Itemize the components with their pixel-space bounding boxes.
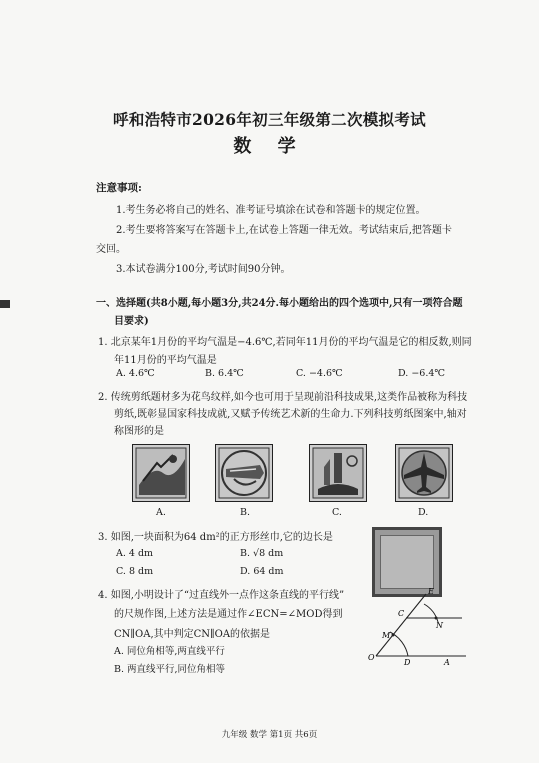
question-2-line: 2. 传统剪纸题材多为花鸟纹样,如今也可用于呈现前沿科技成果,这类作品被称为科技 [98, 392, 468, 403]
point-d-label: D [404, 658, 411, 667]
q4-option-b: B. 两直线平行,同位角相等 [114, 664, 226, 675]
papercut-image-a [132, 444, 190, 502]
notice-heading: 注意事项: [96, 182, 142, 194]
papercut-image-b [215, 444, 273, 502]
point-o-label: O [368, 653, 375, 662]
question-4-line: 4. 如图,小明设计了“过直线外一点作这条直线的平行线” [98, 590, 345, 601]
image-label-a: A. [156, 507, 166, 518]
point-n-label: N [436, 621, 443, 630]
binding-mark [0, 300, 10, 308]
page-footer: 九年级 数学 第1页 共6页 [221, 730, 318, 740]
notice-item: 3.本试卷满分100分,考试时间90分钟。 [116, 264, 291, 275]
q1-option-d: D. −6.4℃ [398, 368, 446, 379]
section-heading-cont: 目要求) [114, 316, 149, 327]
q1-option-c: C. −4.6℃ [296, 368, 343, 379]
point-a-label: A [444, 658, 450, 667]
papercut-image-c [309, 444, 367, 502]
point-m-label: M [382, 631, 391, 640]
q3-option-c: C. 8 dm [116, 566, 154, 577]
image-label-d: D. [418, 507, 429, 518]
question-1-line: 年11月份的平均气温是 [114, 355, 217, 366]
image-label-c: C. [332, 507, 342, 518]
question-4-line: CN∥OA,其中判定CN∥OA的依据是 [114, 629, 271, 640]
notice-item: 2.考生要将答案写在答题卡上,在试卷上答题一律无效。考试结束后,把答题卡 [116, 225, 452, 236]
q3-option-b: B. √8 dm [240, 548, 284, 559]
compass-construction-figure [362, 582, 470, 668]
q3-option-a: A. 4 dm [116, 548, 154, 559]
point-c-label: C [398, 609, 405, 618]
q1-option-b: B. 6.4℃ [205, 368, 244, 379]
question-3-line: 3. 如图,一块面积为64 dm²的正方形丝巾,它的边长是 [98, 532, 333, 543]
question-2-line: 称图形的是 [114, 426, 164, 437]
question-2-line: 剪纸,既彰显国家科技成就,又赋予传统艺术新的生命力.下列科技剪纸图案中,轴对 [114, 409, 467, 420]
q1-option-a: A. 4.6℃ [116, 368, 155, 379]
section-heading: 一、选择题(共8小题,每小题3分,共24分.每小题给出的四个选项中,只有一项符合题 [96, 298, 463, 309]
exam-title: 呼和浩特市2026年初三年级第二次模拟考试 [113, 110, 426, 129]
papercut-image-d [395, 444, 453, 502]
notice-item: 交回。 [96, 244, 126, 255]
question-1-line: 1. 北京某年1月份的平均气温是−4.6℃,若同年11月份的平均气温是它的相反数,则同 [98, 337, 472, 348]
q4-option-a: A. 同位角相等,两直线平行 [114, 646, 225, 657]
point-e-label: E [428, 587, 434, 596]
q3-option-d: D. 64 dm [240, 566, 284, 577]
notice-item: 1.考生务必将自己的姓名、准考证号填涂在试卷和答题卡的规定位置。 [116, 205, 426, 216]
image-label-b: B. [240, 507, 251, 518]
subject-title: 数 学 [233, 136, 306, 157]
question-4-line: 的尺规作图,上述方法是通过作∠ECN=∠MOD得到 [114, 609, 343, 620]
